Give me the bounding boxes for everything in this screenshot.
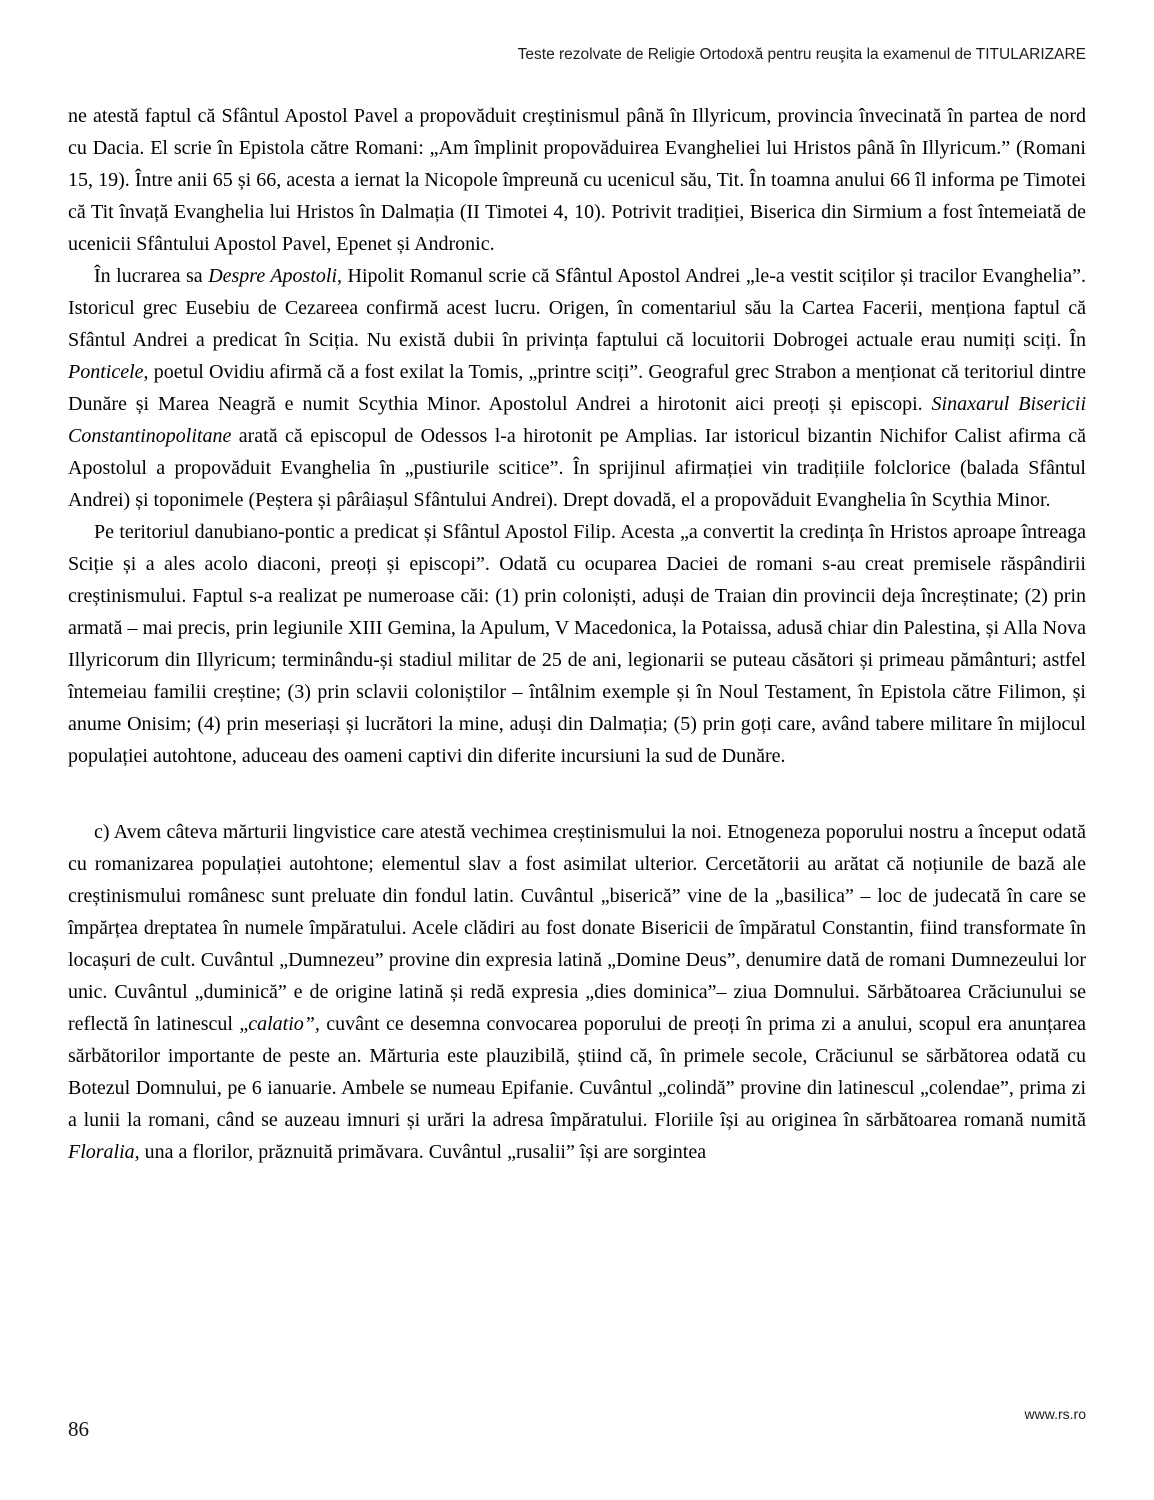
body-text: Hipolit Romanul scrie că Sfântul Apostol Andrei „le-a vestit sciților și tracilor Evanghelia”. Istoricul grec Eusebiu de Cezareea confirmă acest lucru. Origen, în comentariul său la Cartea Facerii, menționa faptul că Sfântul Andrei a predicat în Sciția. Nu există dubii în privința faptului că locuitorii Dobrogei actuale erau numiți sciți. În — [68, 265, 1086, 351]
page-footer — [68, 1406, 1086, 1442]
body-text: una a florilor, prăznuită primăvara. Cuvântul „rusalii” își are sorgintea — [139, 1141, 707, 1163]
paragraph — [68, 100, 1086, 260]
body-text: Pe teritoriul danubiano-pontic a predicat și Sfântul Apostol Filip. Acesta „a convertit la credința în Hristos aproape întreaga Sciție și a ales acolo diaconi, preoți și episcopi”. Odată cu ocuparea Daciei de romani s-au creat premisele răspândirii creștinismului. Faptul s-a realizat pe numeroase căi: (1) prin coloniști, aduși de Traian din provincii deja încreștinate; (2) prin armată – mai precis, prin legiunile XIII Gemina, la Apulum, V Macedonica, la Potaissa, adusă chiar din Palestina, și Alla Nova Illyricorum din Illyricum; terminându-și stadiul militar de 25 de ani, legionarii se puteau căsători și primeau pământuri; astfel întemeiau familii creștine; (3) prin sclavii coloniștilor – întâlnim exemple și în Noul Testament, în Epistola către Filimon, și anume Onisim; (4) prin meseriași și lucrători la mine, aduși din Dalmația; (5) prin goți care, având tabere militare în mijlocul populației autohtone, aduceau des oameni captivi din diferite incursiuni la sud de Dunăre. — [68, 521, 1086, 767]
italic-text: calatio”, — [248, 1013, 320, 1035]
body-text: c) Avem câteva mărturii lingvistice care atestă vechimea creștinismului la noi. Etnogeneza poporului nostru a început odată cu romanizarea populației autohtone; elementul slav a fost asimilat ulterior. Cercetătorii au arătat că noțiunile de bază ale creștinismului românesc sunt preluate din fondul latin. Cuvântul „biserică” vine de la „basilica” – loc de judecată în care se împărțea dreptatea în numele împăratului. Acele clădiri au fost donate Bisericii de împăratul Constantin, fiind transformate în locașuri de cult. Cuvântul „Dumnezeu” provine din expresia latină „Domine Deus”, denumire dată de romani Dumnezeului lor unic. Cuvântul „duminică” e de origine latină și redă expresia „dies dominica”– ziua Domnului. Sărbătoarea Crăciunului se reflectă în latinescul „ — [68, 821, 1086, 1035]
page-header — [68, 46, 1086, 64]
italic-text: Ponticele — [68, 361, 144, 383]
page-number: 86 — [68, 1417, 89, 1441]
body-text: , poetul Ovidiu afirmă că a fost exilat la Tomis, „printre sciți”. Geograful grec Strabon a menționat că teritoriul dintre Dunăre și Marea Neagră e numit Scythia Minor. Apostolul Andrei a hirotonit aici preoți și episcopi. — [68, 361, 1086, 415]
article-body — [68, 100, 1086, 1168]
body-text: arată că episcopul de Odessos l-a hirotonit pe Amplias. Iar istoricul bizantin Nichifor Calist afirma că Apostolul a propovăduit Evanghelia în „pustiurile scitice”. În sprijinul afirmației vin tradițiile folclorice (balada Sfântul Andrei) și toponimele (Peștera și pârâiașul Sfântului Andrei). Drept dovadă, el a propovăduit Evanghelia în Scythia Minor. — [68, 425, 1086, 511]
paragraph — [68, 816, 1086, 1168]
italic-text: Sinaxarul Bisericii Constantinopolitane — [68, 393, 1086, 447]
body-text: În lucrarea sa — [94, 265, 209, 287]
paragraph — [68, 260, 1086, 516]
website-url: www.rs.ro — [1024, 1406, 1086, 1422]
body-text: cuvânt ce desemna convocarea poporului de preoți în prima zi a anului, scopul era anunțarea sărbătorilor importante de peste an. Mărturia este plauzibilă, știind că, în primele secole, Crăciunul se sărbătorea odată cu Botezul Domnului, pe 6 ianuarie. Ambele se numeau Epifanie. Cuvântul „colindă” provine din latinescul „colendae”, prima zi a lunii la romani, când se auzeau imnuri și urări la adresa împăratului. Floriile își au originea în sărbătoarea romană numită — [68, 1013, 1087, 1131]
italic-text: Floralia, — [68, 1141, 140, 1163]
paragraph — [68, 516, 1086, 772]
body-text: ne atestă faptul că Sfântul Apostol Pavel a propovăduit creștinismul până în Illyricum, provincia învecinată în partea de nord cu Dacia. El scrie în Epistola către Romani: „Am împlinit propovăduirea Evangheliei lui Hristos până în Illyricum.” (Romani 15, 19). Între anii 65 și 66, acesta a iernat la Nicopole împreună cu ucenicul său, Tit. În toamna anului 66 îl informa pe Timotei că Tit învață Evanghelia lui Hristos în Dalmația (II Timotei 4, 10). Potrivit tradiției, Biserica din Sirmium a fost întemeiată de ucenicii Sfântului Apostol Pavel, Epenet și Andronic. — [68, 105, 1086, 255]
italic-text: Despre Apostoli, — [208, 265, 343, 287]
running-title: Teste rezolvate de Religie Ortodoxă pentru reuşita la examenul de TITULARIZARE — [517, 46, 1086, 63]
